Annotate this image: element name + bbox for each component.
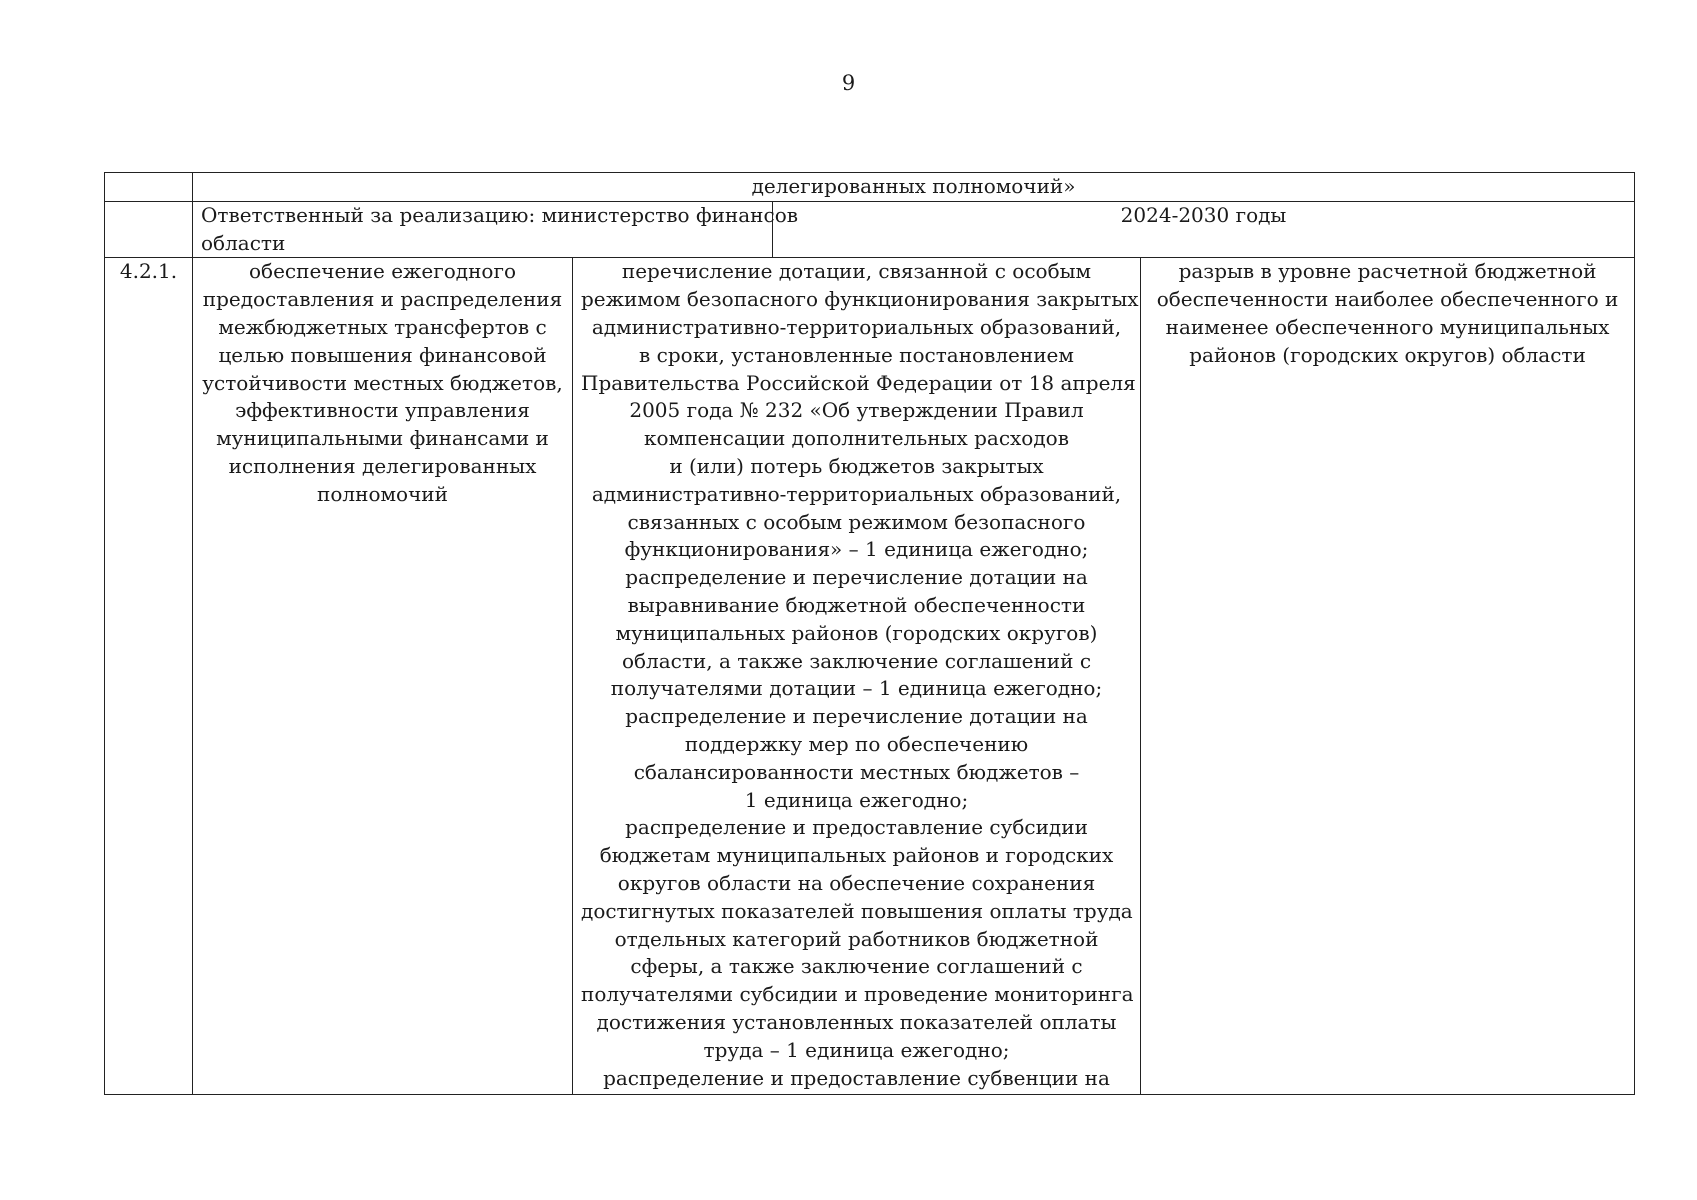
results-line: распределение и предоставление субвенции на: [603, 1065, 1110, 1090]
responsible-line: Ответственный за реализацию: министерство финансов: [201, 202, 799, 227]
results-line: достигнутых показателей повышения оплаты труда: [581, 898, 1133, 923]
results-line: получателями субсидии и проведение мониторинга: [581, 982, 1134, 1007]
task-line: межбюджетных трансфертов с: [218, 314, 547, 339]
results-line: округов области на обеспечение сохранения: [617, 870, 1096, 895]
results-line: административно-территориальных образований,: [591, 314, 1122, 339]
results-line: связанных с особым режимом безопасного: [627, 509, 1086, 534]
indicator-line: обеспеченности наиболее обеспеченного и: [1156, 287, 1619, 312]
results-line: и (или) потерь бюджетов закрытых: [669, 453, 1044, 478]
results-line: отдельных категорий работников бюджетной: [614, 926, 1099, 951]
indicator-cell: [1141, 258, 1635, 1095]
task-line: предоставления и распределения: [202, 287, 563, 312]
results-line: функционирования» – 1 единица ежегодно;: [624, 537, 1089, 562]
results-line: муниципальных районов (городских округов): [615, 620, 1098, 645]
continuation-row: [105, 173, 1635, 202]
program-table: [104, 172, 1635, 1095]
indicator-line: районов (городских округов) области: [1189, 342, 1586, 367]
results-line: компенсации дополнительных расходов: [644, 426, 1069, 451]
results-text: [581, 258, 1139, 1092]
results-line: в сроки, установленные постановлением: [639, 342, 1074, 367]
indicator-line: разрыв в уровне расчетной бюджетной: [1178, 259, 1597, 284]
empty-number-cell: [105, 173, 193, 202]
page-number: 9: [841, 71, 856, 95]
results-line: получателями дотации – 1 единица ежегодно;: [610, 676, 1103, 701]
responsible-line: области: [201, 230, 286, 255]
task-line: исполнения делегированных: [228, 453, 537, 478]
task-line: полномочий: [317, 481, 448, 506]
period-text: 2024-2030 годы: [1120, 202, 1287, 227]
responsible-row: [105, 201, 1635, 258]
indicator-line: наименее обеспеченного муниципальных: [1165, 314, 1610, 339]
indicator-text: [1149, 258, 1626, 369]
results-line: распределение и перечисление дотации на: [625, 704, 1088, 729]
results-line: бюджетам муниципальных районов и городских: [599, 843, 1114, 868]
continuation-cell: [193, 173, 1635, 202]
task-line: муниципальными финансами и: [216, 426, 549, 451]
item-number-cell: [105, 258, 193, 1095]
results-line: сферы, а также заключение соглашений с: [630, 954, 1083, 979]
results-line: сбалансированности местных бюджетов –: [633, 759, 1080, 784]
results-line: распределение и перечисление дотации на: [625, 565, 1088, 590]
task-line: эффективности управления: [235, 398, 530, 423]
results-line: режимом безопасного функционирования закрытых: [581, 287, 1139, 312]
results-line: административно-территориальных образований,: [591, 481, 1122, 506]
item-number: 4.2.1.: [119, 259, 178, 284]
task-line: обеспечение ежегодного: [249, 259, 516, 284]
results-line: распределение и предоставление субсидии: [625, 815, 1088, 840]
results-line: 2005 года № 232 «Об утверждении Правил: [629, 398, 1084, 423]
responsible-cell: [193, 201, 799, 258]
results-line: Правительства Российской Федерации от 18 апреля: [581, 370, 1136, 395]
period-cell: [773, 201, 1635, 258]
task-row: [105, 258, 1635, 1095]
task-text: [201, 258, 564, 508]
results-line: достижения установленных показателей оплаты: [596, 1009, 1117, 1034]
results-cell: [573, 258, 1141, 1095]
task-line: устойчивости местных бюджетов,: [202, 370, 563, 395]
results-line: поддержку мер по обеспечению: [684, 731, 1029, 756]
continuation-text: делегированных полномочий»: [751, 174, 1076, 198]
results-line: перечисление дотации, связанной с особым: [621, 259, 1092, 284]
results-line: области, а также заключение соглашений с: [621, 648, 1092, 673]
results-line: труда – 1 единица ежегодно;: [703, 1037, 1010, 1062]
results-line: 1 единица ежегодно;: [744, 787, 969, 812]
results-line: выравнивание бюджетной обеспеченности: [627, 592, 1086, 617]
task-cell: [193, 258, 573, 1095]
empty-number-cell: [105, 201, 193, 258]
task-line: целью повышения финансовой: [218, 342, 547, 367]
